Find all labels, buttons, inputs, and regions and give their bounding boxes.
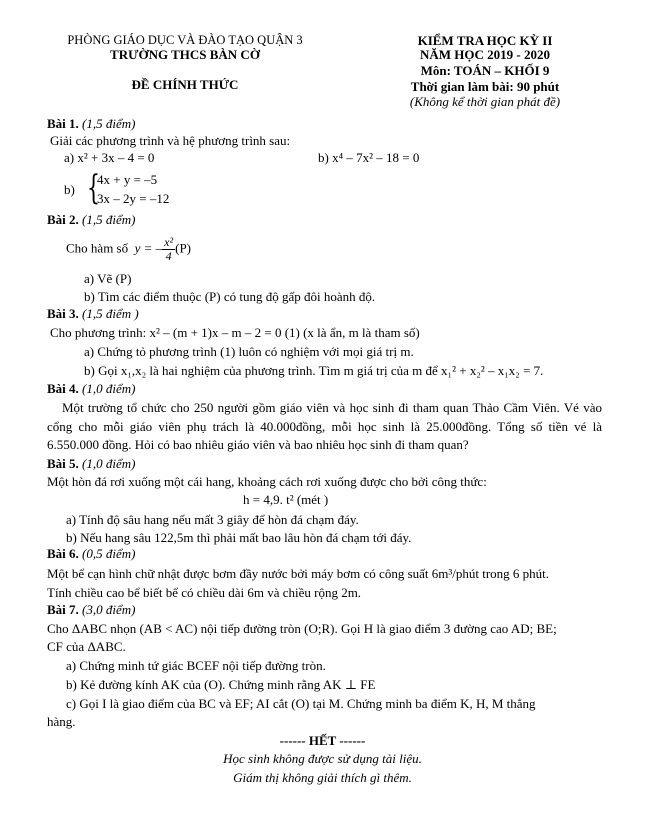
bai2-fraction <box>162 236 175 263</box>
bai1-a: a) x² + 3x – 4 = 0 <box>64 150 155 165</box>
bai3-b: b) Gọi x₁,x₂ là hai nghiệm của phương trình. Tìm m giá trị của m để x₁² + x₂² – x₁x₂ = 7. <box>84 363 544 378</box>
department-name: PHÒNG GIÁO DỤC VÀ ĐÀO TẠO QUẬN 3 <box>67 33 303 47</box>
bai5-a: a) Tính độ sâu hang nếu mất 3 giây để hòn đá chạm đáy. <box>66 512 359 527</box>
bai3-intro: Cho phương trình: x² – (m + 1)x – m – 2 = 0 (1) (x là ẩn, m là tham số) <box>50 325 420 340</box>
bai2-name: (P) <box>175 240 191 256</box>
school-name: TRƯỜNG THCS BÀN CỜ <box>110 47 260 62</box>
bai6-title: Bài 6. <box>47 546 79 561</box>
bai3-points: (1,5 điểm ) <box>82 306 139 321</box>
time-line: Thời gian làm bài: 90 phút <box>410 79 560 94</box>
bai2-denominator: 4 <box>165 249 172 263</box>
bai1-heading <box>47 116 135 132</box>
bai2-a: a) Vẽ (P) <box>84 271 132 286</box>
subject-line: Môn: TOÁN – KHỐI 9 <box>420 63 550 78</box>
bai2-heading <box>47 212 135 228</box>
bai7-b: b) Kẻ đường kính AK của (O). Chứng minh rằng AK ⊥ FE <box>66 677 376 692</box>
bai5-intro: Một hòn đá rơi xuống một cái hang, khoảng cách rơi xuống được cho bởi công thức: <box>47 474 487 489</box>
bai6-line2: Tính chiều cao bể biết bể có chiều dài 6m và chiều rộng 2m. <box>47 585 362 600</box>
bai3-heading <box>47 306 139 322</box>
bai1-b-equation: b) x⁴ – 7x² – 18 = 0 <box>318 150 420 165</box>
bai7-line1: Cho ΔABC nhọn (AB < AC) nội tiếp đường tròn (O;R). Gọi H là giao điểm 3 đường cao AD; BE; <box>47 621 557 636</box>
bai2-title: Bài 2. <box>47 212 79 227</box>
bai4-heading <box>47 381 135 397</box>
bai5-points: (1,0 điểm) <box>82 456 136 471</box>
bai5-b: b) Nếu hang sâu 122,5m thì phải mất bao lâu hòn đá chạm tới đáy. <box>66 530 412 545</box>
time-note: (Không kể thời gian phát đề) <box>409 94 561 109</box>
bai6-line1: Một bể cạn hình chữ nhật được bơm đầy nước bởi máy bơm có công suất 6m³/phút trong 6 phút. <box>47 566 550 581</box>
bai2-function <box>66 236 191 263</box>
school-year: NĂM HỌC 2019 - 2020 <box>420 47 550 62</box>
bai2-lhs: y = – <box>134 240 163 256</box>
bai7-points: (3,0 điểm) <box>82 602 136 617</box>
bai4-title: Bài 4. <box>47 381 79 396</box>
bai4-text: Một trường tổ chức cho 250 người gồm giáo viên và học sinh đi tham quan Thảo Cầm Viên. Vé vào cổng cho mỗi giáo viên phụ trách là 40.000đồng, mỗi học sinh là 25.000đồng. Tổng số tiền vé là 6.550.000 đồng. Hỏi có bao nhiêu giáo viên và bao nhiêu học sinh đi tham quan? <box>47 400 602 452</box>
bai7-line2: CF của ΔABC. <box>47 639 126 654</box>
official-label: ĐỀ CHÍNH THỨC <box>131 77 239 92</box>
bai6-points: (0,5 điểm) <box>82 546 136 561</box>
bai3-a: a) Chứng tỏ phương trình (1) luôn có nghiệm với mọi giá trị m. <box>84 344 414 359</box>
bai1-system-eq1: 4x + y = –5 <box>97 172 158 187</box>
bai5-heading <box>47 456 135 472</box>
bai4-points: (1,0 điểm) <box>82 381 136 396</box>
bai3-title: Bài 3. <box>47 306 79 321</box>
bai1-intro: Giải các phương trình và hệ phương trình sau: <box>50 133 291 148</box>
bai1-title: Bài 1. <box>47 116 79 131</box>
bai5-title: Bài 5. <box>47 456 79 471</box>
bai7-c-line2: hàng. <box>47 714 76 729</box>
bai2-b: b) Tìm các điểm thuộc (P) có tung độ gấp đôi hoành độ. <box>84 289 376 304</box>
bai1-b-label: b) <box>64 182 75 197</box>
bai7-title: Bài 7. <box>47 602 79 617</box>
footer-note-2: Giám thị không giải thích gì thêm. <box>233 770 412 785</box>
bai1-system-eq2: 3x – 2y = –12 <box>97 191 170 206</box>
bai6-heading <box>47 546 135 562</box>
system-brace: { <box>87 168 100 208</box>
bai5-formula: h = 4,9. t² (mét ) <box>243 492 329 507</box>
footer-note-1: Học sinh không được sử dụng tài liệu. <box>223 751 422 766</box>
bai1-points: (1,5 điểm) <box>82 116 136 131</box>
bai7-c-line1: c) Gọi I là giao điểm của BC và EF; AI cắt (O) tại M. Chứng minh ba điểm K, H, M thẳng <box>66 696 536 711</box>
bai2-numerator: x² <box>164 235 174 249</box>
bai2-intro: Cho hàm số <box>66 240 129 256</box>
bai7-a: a) Chứng minh tứ giác BCEF nội tiếp đường tròn. <box>66 658 326 673</box>
bai2-points: (1,5 điểm) <box>82 212 136 227</box>
exam-title: KIỂM TRA HỌC KỲ II <box>417 33 553 48</box>
bai7-heading <box>47 602 135 618</box>
end-marker: ------ HẾT ------ <box>279 733 366 748</box>
